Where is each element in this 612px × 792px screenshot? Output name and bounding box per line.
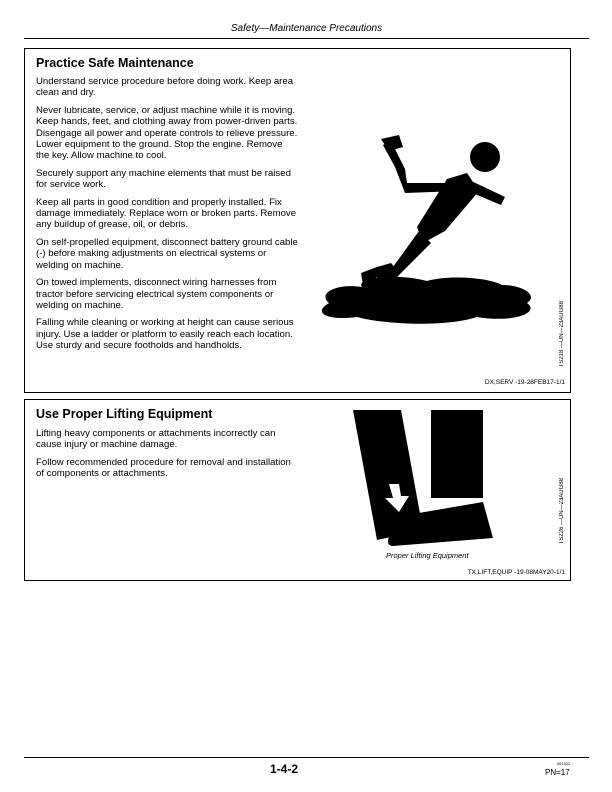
paragraph: On towed implements, disconnect wiring harnesses from tractor before servicing electrical system components or welding on machine. <box>36 277 277 311</box>
lifting-illustration <box>353 410 513 550</box>
paragraph: On self-propelled equipment, disconnect battery ground cable (-) before making adjustments on electrical systems or welding on machine. <box>36 236 298 271</box>
page-number: 1-4-2 <box>270 762 299 776</box>
slip-fall-illustration <box>307 127 542 327</box>
paragraph: Follow recommended procedure for removal and installation of components or attachments. <box>36 456 291 480</box>
section-reference: TX,LIFT,EQUIP -19-08MAY20-1/1 <box>467 569 565 576</box>
paragraph: Never lubricate, service, or adjust machine while it is moving. Keep hands, feet, and clothing away from power-driven parts. Disengage all power and operate controls to relieve pressure. Lower equipment to the ground. Stop the engine. Remove the key. Allow machine to cool. <box>36 104 298 162</box>
paragraph: Keep all parts in good condition and properly installed. Fix damage immediately. Replace worn or broken parts. Remove any buildup of grease, oil, or debris. <box>36 196 297 231</box>
paragraph: Lifting heavy components or attachments incorrectly can cause injury or machine damage. <box>36 428 276 451</box>
paragraph: Securely support any machine elements that must be raised for service work. <box>36 167 291 191</box>
pn-label: PN=17 <box>545 768 570 777</box>
section-title: Practice Safe Maintenance <box>36 56 194 70</box>
paragraph: Falling while cleaning or working at height can cause serious injury. Use a ladder or platform to easily reach each location. Use sturdy and secure footholds and handholds. <box>36 317 294 352</box>
print-code: 061522 <box>557 761 571 766</box>
section-body <box>36 428 298 486</box>
page-header: Safety—Maintenance Precautions <box>24 22 589 39</box>
figure-shoe <box>381 135 403 151</box>
paragraph: Understand service procedure before doing work. Keep area clean and dry. <box>36 76 294 99</box>
section-lifting-equipment <box>24 399 571 581</box>
figure-head <box>470 142 500 172</box>
figure-leg <box>393 231 431 277</box>
figure-caption: Proper Lifting Equipment <box>386 551 469 560</box>
section-reference: DX,SERV -19-28FEB17-1/1 <box>484 379 565 386</box>
figure-code: TS218 —UN—23AUG88 <box>559 301 565 368</box>
leg-block <box>431 410 483 498</box>
puddle-shape <box>322 277 531 324</box>
footer-rule <box>24 757 589 758</box>
figure-code: TS226 —UN—23AUG88 <box>559 478 565 545</box>
section-title: Use Proper Lifting Equipment <box>36 407 213 421</box>
section-safe-maintenance <box>24 48 571 393</box>
section-body <box>36 76 298 358</box>
